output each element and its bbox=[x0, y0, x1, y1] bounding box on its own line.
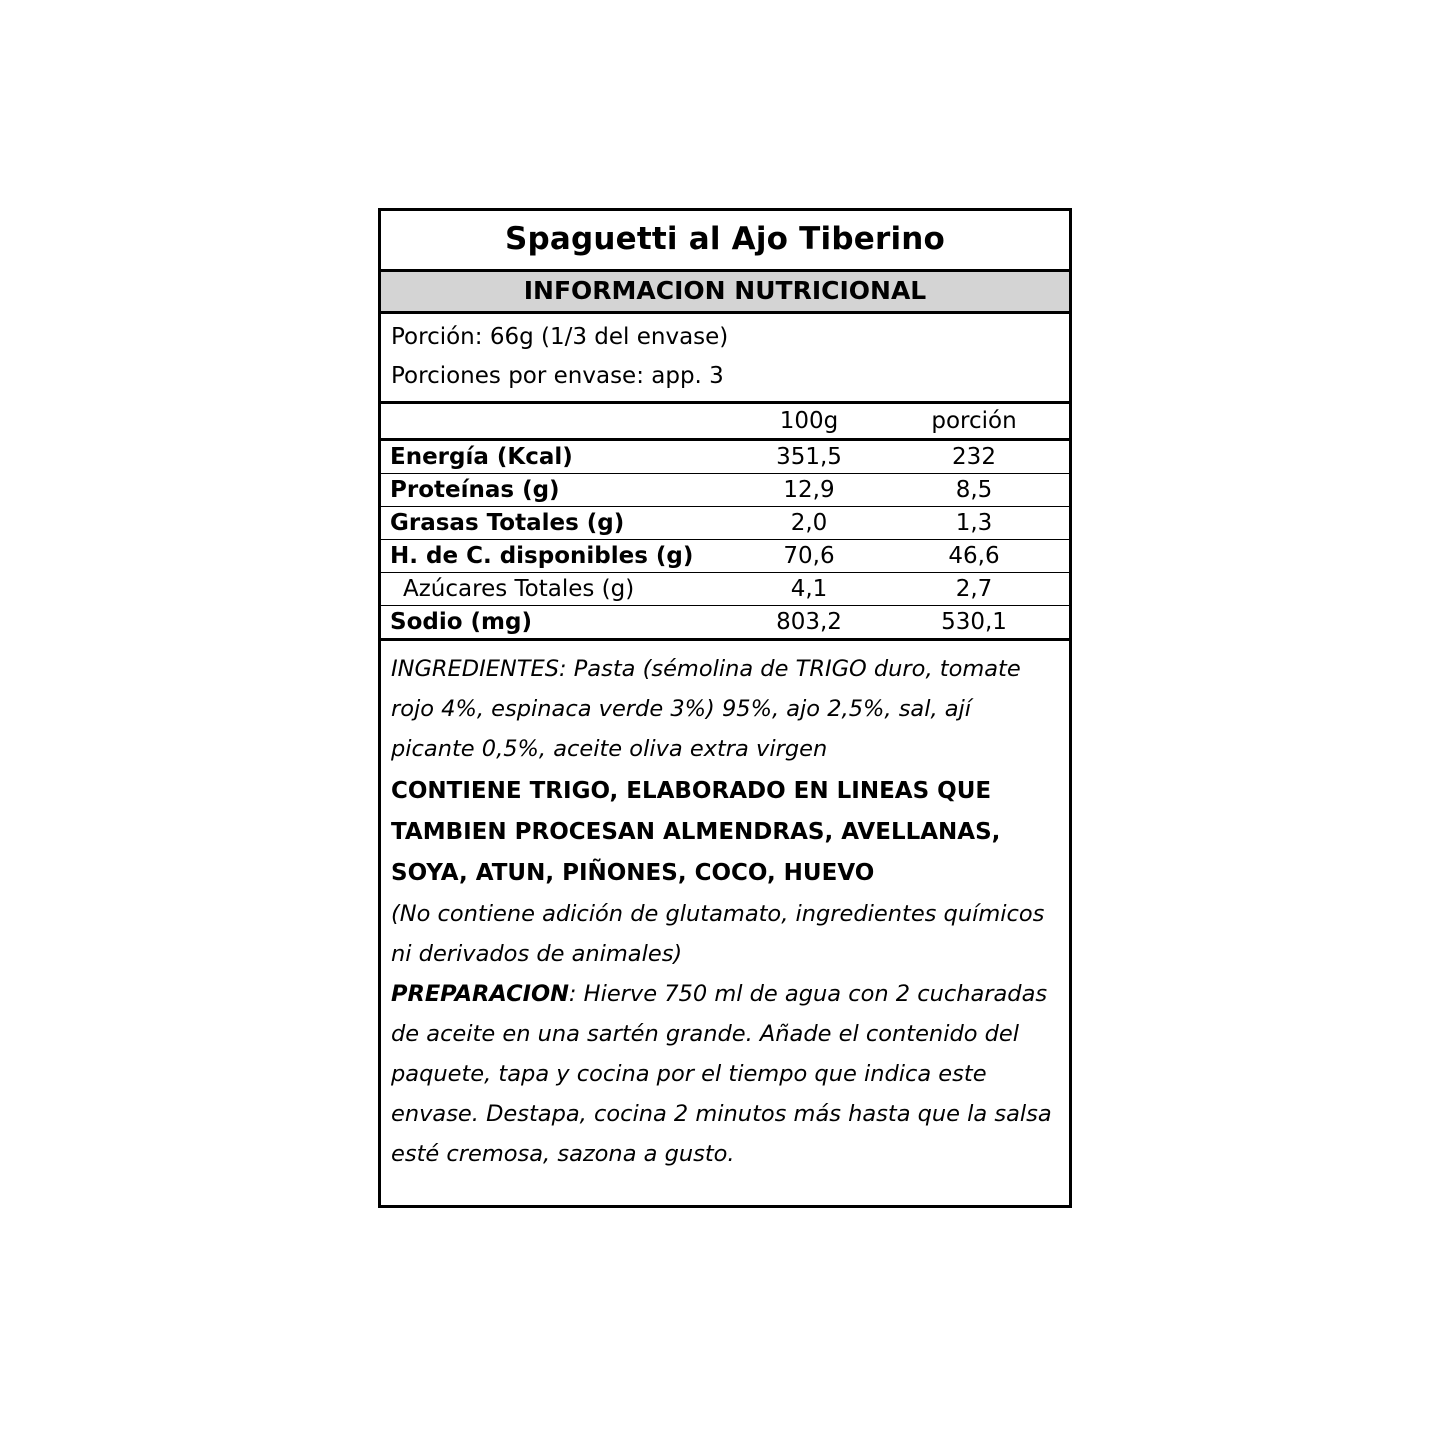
nutrient-value-100g: 12,9 bbox=[783, 477, 835, 504]
table-row bbox=[381, 507, 1069, 540]
label-body bbox=[381, 641, 1069, 1204]
nutrient-value-portion: 8,5 bbox=[955, 477, 993, 504]
servings-per-package: Porciones por envase: app. 3 bbox=[391, 362, 724, 389]
nutrition-table-header bbox=[381, 404, 1069, 441]
serving-info bbox=[381, 314, 1069, 404]
table-row bbox=[381, 606, 1069, 638]
nutrient-value-portion: 2,7 bbox=[955, 576, 993, 603]
nutrition-banner bbox=[381, 272, 1069, 314]
nutrition-table bbox=[381, 441, 1069, 641]
nutrition-label bbox=[378, 208, 1072, 1208]
nutrient-value-100g: 70,6 bbox=[783, 543, 835, 570]
nutrient-name: H. de C. disponibles (g) bbox=[390, 543, 694, 570]
preparation-text: : Hierve 750 ml de agua con 2 cucharadas de aceite en una sartén grande. Añade el contenido del paquete, tapa y cocina por el tiempo que indica este envase. Destapa, cocina 2 minutos más hasta que la salsa esté cremosa, sazona a gusto. bbox=[391, 981, 1052, 1168]
nutrient-name: Sodio (mg) bbox=[390, 609, 532, 636]
table-row bbox=[381, 540, 1069, 573]
column-header-100g: 100g bbox=[779, 408, 839, 435]
nutrient-name: Azúcares Totales (g) bbox=[403, 576, 635, 603]
column-header-portion: porción bbox=[931, 408, 1017, 435]
page-title: Spaguetti al Ajo Tiberino bbox=[504, 221, 946, 257]
table-row bbox=[381, 441, 1069, 474]
serving-portion: Porción: 66g (1/3 del envase) bbox=[391, 324, 729, 350]
table-row bbox=[381, 474, 1069, 507]
nutrient-value-100g: 4,1 bbox=[790, 576, 828, 603]
nutrient-name: Energía (Kcal) bbox=[390, 444, 573, 471]
nutrient-value-portion: 1,3 bbox=[955, 510, 993, 537]
nutrition-banner-label: INFORMACION NUTRICIONAL bbox=[523, 276, 927, 305]
product-title-row bbox=[381, 211, 1069, 272]
nutrient-name: Grasas Totales (g) bbox=[390, 510, 625, 537]
ingredients-text: INGREDIENTES: Pasta (sémolina de TRIGO duro, tomate rojo 4%, espinaca verde 3%) 95%, ajo 2,5%, sal, ají picante 0,5%, aceite oliva extra virgen bbox=[391, 656, 1021, 763]
preparation-label: PREPARACION bbox=[391, 981, 569, 1008]
disclaimer-text: (No contiene adición de glutamato, ingredientes químicos ni derivados de animales) bbox=[391, 901, 1045, 968]
nutrient-value-portion: 46,6 bbox=[948, 543, 1000, 570]
column-header-blank bbox=[381, 408, 729, 434]
nutrient-name: Proteínas (g) bbox=[390, 477, 560, 504]
allergen-text: CONTIENE TRIGO, ELABORADO EN LINEAS QUE TAMBIEN PROCESAN ALMENDRAS, AVELLANAS, SOYA, ATUN, PIÑONES, COCO, HUEVO bbox=[391, 778, 1001, 887]
preparation-block bbox=[391, 974, 1055, 1174]
nutrient-value-100g: 351,5 bbox=[776, 444, 842, 471]
nutrient-value-100g: 803,2 bbox=[776, 609, 842, 636]
table-row bbox=[381, 573, 1069, 606]
nutrient-value-100g: 2,0 bbox=[790, 510, 828, 537]
nutrient-value-portion: 232 bbox=[952, 444, 996, 471]
nutrient-value-portion: 530,1 bbox=[941, 609, 1007, 636]
